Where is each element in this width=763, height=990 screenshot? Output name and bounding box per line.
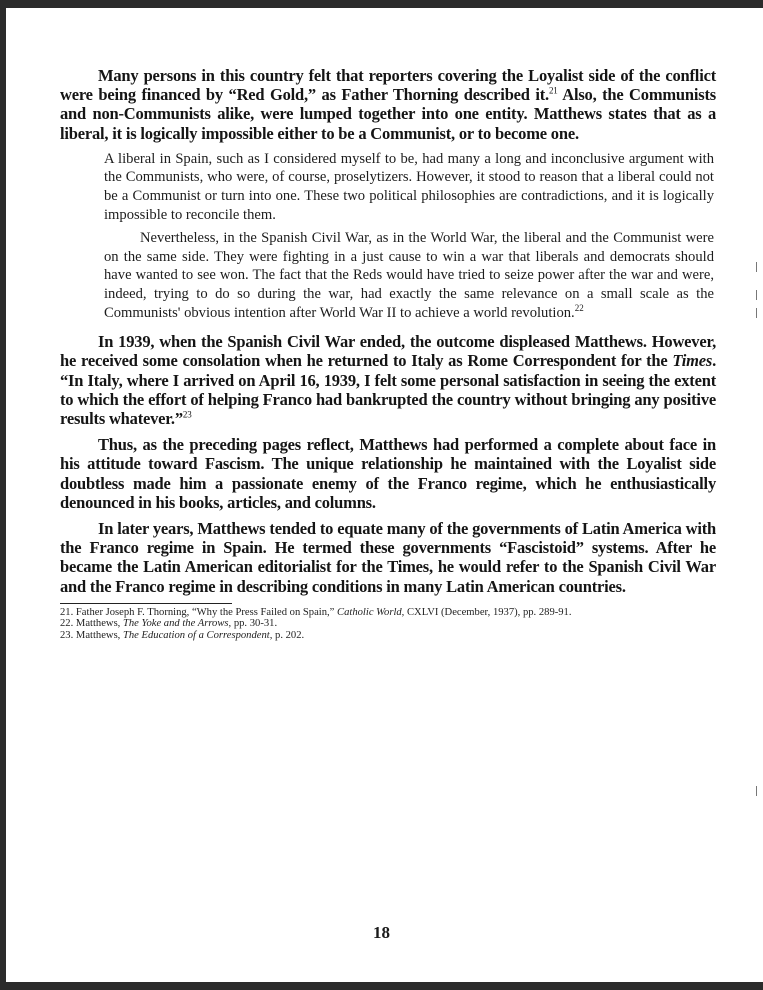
footnote [60, 607, 716, 619]
paragraph-text: . “In Italy, where I arrived on April 16, 1939, I felt some personal satisfaction in seeing the extent to which the effort of helping Franco had bankrupted the country without bringing any positive results whatever.” [60, 351, 716, 428]
footnote-text: Matthews, [75, 629, 123, 641]
publication-title: Times [672, 351, 713, 371]
footnote-text: Matthews, [75, 618, 123, 630]
paragraph-text: Many persons in this country felt that reporters covering the Loyalist side of the conflict were being financed by “Red Gold,” as Father Thorning described it. [60, 66, 716, 105]
footnote-title: The Yoke and the Arrows, [122, 618, 232, 630]
footnote [60, 630, 716, 642]
paragraph-red-gold [60, 66, 716, 143]
footnote-title: The Education of a Correspondent, [122, 629, 273, 641]
footnote-ref: 22 [574, 302, 584, 313]
paragraph-text: In 1939, when the Spanish Civil War ended, the outcome displeased Matthews. However, he received some consolation when he returned to Italy as Rome Correspondent for the [60, 332, 716, 371]
document-page [60, 66, 716, 642]
paragraph-text: Also, the Communists and non-Communists alike, were lumped together into one entity. Matthews states that as a liberal, it is logically impossible either to be a Communist, or to become one. [60, 85, 716, 143]
scan-mark [756, 308, 757, 318]
quote-text: Nevertheless, in the Spanish Civil War, as in the World War, the liberal and the Communist were on the same side. They were fighting in a just cause to win a war that liberals and democrats should have wanted to see won. The fact that the Reds would have tried to seize power after the war and were, indeed, trying to do so during the war, had exactly the same relevance on a small scale as the Communists' obvious intention after World War II to achieve a world revolution. [104, 230, 714, 321]
footnotes [60, 607, 716, 642]
quote-paragraph [104, 229, 714, 322]
footnote-text: Father Joseph F. Thorning, “Why the Press Failed on Spain,” [75, 606, 338, 618]
footnote-text: CXLVI (December, 1937), pp. 289-91. [404, 606, 572, 618]
footnote-text: p. 202. [272, 629, 305, 641]
footnote-ref: 21 [548, 85, 558, 96]
footnote-divider [60, 603, 232, 604]
scan-border-bottom [0, 982, 763, 990]
scan-border-top [0, 0, 763, 8]
scan-mark [756, 290, 757, 300]
footnote-text: pp. 30-31. [231, 618, 278, 630]
footnote-ref: 23 [182, 409, 192, 420]
page-number: 18 [373, 923, 390, 942]
footnote-number: 22. [60, 618, 74, 630]
scan-mark [756, 262, 757, 272]
scan-border-left [0, 0, 6, 990]
footnote-title: Catholic World, [337, 606, 405, 618]
footnote-number: 21. [60, 606, 74, 618]
scan-mark [756, 786, 757, 796]
quote-paragraph: A liberal in Spain, such as I considered myself to be, had many a long and inconclusive argument with the Communists, who were, of course, proselytizers. However, it stood to reason that a liberal could not be a Communist or turn into one. These two political philosophies are contradictions, and it is logically impossible to reconcile them. [104, 150, 714, 223]
paragraph-about-face: Thus, as the preceding pages reflect, Matthews had performed a complete about face in his attitude toward Fascism. The unique relationship he maintained with the Loyalist side doubtless made him a passionate enemy of the Franco regime, which he enthusiastically denounced in his books, articles, and columns. [60, 435, 716, 512]
paragraph-1939 [60, 332, 716, 428]
footnote [60, 618, 716, 630]
paragraph-latin-america: In later years, Matthews tended to equate many of the governments of Latin America with the Franco regime in Spain. He termed these governments “Fascistoid” systems. After he became the Latin American editorialist for the Times, he would refer to the Spanish Civil War and the Franco regime in describing conditions in many Latin American countries. [60, 518, 716, 596]
footnote-number: 23. [60, 629, 74, 641]
block-quote [104, 150, 714, 322]
